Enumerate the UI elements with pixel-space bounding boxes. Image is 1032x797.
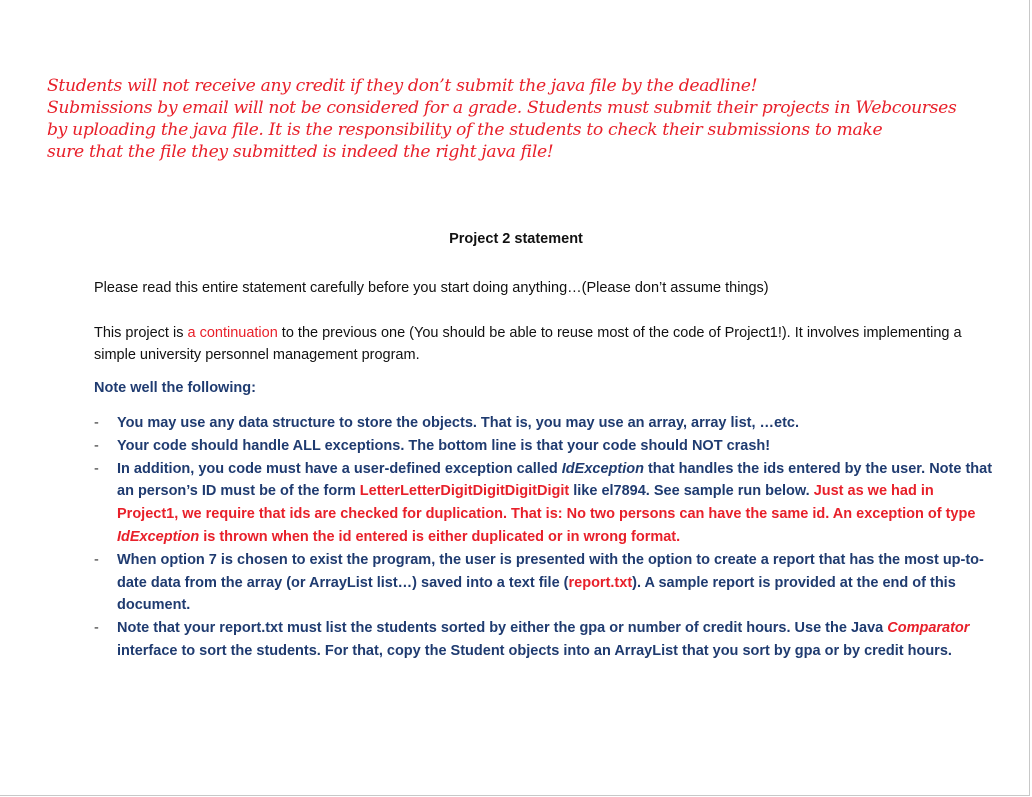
bullet-text: When option 7 is chosen to exist the program, the user is presented with the option to create a report that has the most up-to-date data from the array (or ArrayList list…) saved into a text file ( — [117, 551, 984, 591]
intro-paragraph: Please read this entire statement carefully before you start doing anything…(Please don’t assume things) — [94, 280, 769, 296]
duplication-note: is thrown when the id entered is either duplicated or in wrong format. — [199, 528, 681, 545]
requirements-list — [94, 412, 994, 663]
report-filename: report.txt — [568, 574, 633, 591]
bullet-dash: - — [94, 620, 99, 637]
bullet-dash: - — [94, 415, 99, 431]
bullet-text: In addition, you code must have a user-defined exception called — [117, 460, 562, 477]
comparator-name: Comparator — [887, 620, 970, 637]
note-heading: Note well the following: — [94, 380, 256, 396]
para-text: to the previous one (You should be able to reuse most of the code of Project1!). It involves implementing a simple university personnel management program. — [94, 325, 962, 363]
bullet-dash: - — [94, 437, 99, 454]
duplication-note: Just as we had in Project1, we require that ids are checked for duplication. That is: No two persons can have the same id. An exception of type — [117, 483, 976, 523]
list-item — [94, 435, 994, 458]
bullet-text: Note that your report.txt must list the students sorted by either the gpa or number of credit hours. Use the Java — [117, 620, 888, 637]
continuation-highlight: a continuation — [187, 325, 278, 341]
bullet-text: like el7894. See sample run below. — [569, 483, 814, 500]
list-item — [94, 617, 994, 663]
bullet-text: interface to sort the students. For that, copy the Student objects into an ArrayList that you sort by gpa or by credit hours. — [117, 642, 952, 659]
bullet-text: You may use any data structure to store the objects. That is, you may use an array, array list, …etc. — [117, 415, 800, 431]
bullet-text: Your code should handle ALL exceptions. The bottom line is that your code should NOT crash! — [117, 437, 771, 454]
warning-line: Students will not receive any credit if they don’t submit the java file by the deadline! — [47, 76, 758, 96]
bullet-text: that handles the ids entered by the user. Note that an person’s ID must be of the form — [117, 460, 993, 500]
bullet-dash: - — [94, 460, 99, 477]
id-format: LetterLetterDigitDigitDigitDigit — [359, 483, 570, 500]
exception-name: IdException — [117, 528, 200, 545]
warning-line: Submissions by email will not be considered for a grade. Students must submit their projects in Webcourses — [47, 98, 957, 118]
exception-name: IdException — [561, 460, 644, 477]
warning-line: by uploading the java file. It is the responsibility of the students to check their submissions to make — [47, 120, 883, 140]
document-title: Project 2 statement — [449, 231, 583, 247]
list-item — [94, 458, 994, 549]
para-text: This project is — [94, 325, 188, 341]
list-item — [94, 549, 994, 617]
bullet-text: ). A sample report is provided at the end of this document. — [117, 574, 956, 614]
warning-line: sure that the file they submitted is indeed the right java file! — [47, 142, 554, 162]
bullet-dash: - — [94, 551, 99, 568]
deadline-warning — [47, 75, 1007, 163]
list-item — [94, 412, 994, 435]
continuation-paragraph — [94, 322, 984, 366]
